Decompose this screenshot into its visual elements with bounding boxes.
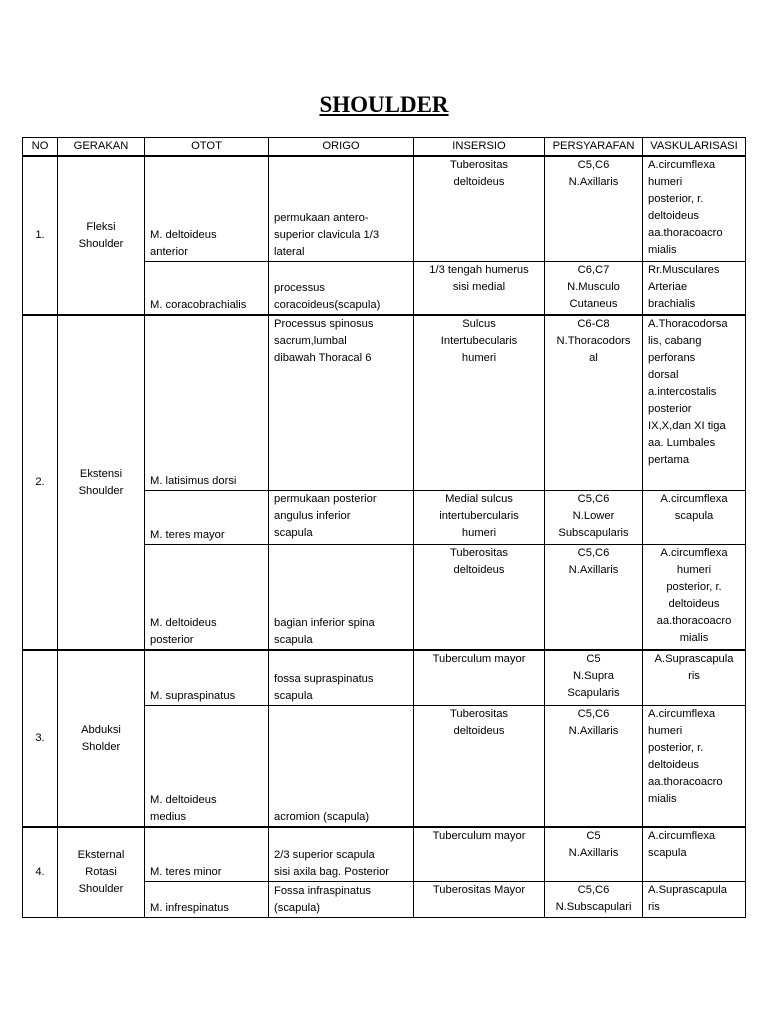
muscle-cell: M. deltoideus medius <box>145 705 269 827</box>
movement-cell: Abduksi Sholder <box>58 650 145 827</box>
header-origo: ORIGO <box>269 138 414 157</box>
header-insersio: INSERSIO <box>414 138 545 157</box>
vascular-cell: Rr.Musculares Arteriae brachialis <box>643 261 746 315</box>
muscle-cell: M. deltoideus anterior <box>145 156 269 261</box>
origin-cell: Processus spinosus sacrum,lumbal dibawah Thoracal 6 <box>269 315 414 490</box>
nerve-cell: C6,C7 N.Musculo Cutaneus <box>545 261 643 315</box>
table-row <box>23 156 746 261</box>
muscle-cell: M. infrespinatus <box>145 881 269 917</box>
origin-cell: acromion (scapula) <box>269 705 414 827</box>
insertion-cell: Sulcus Intertubecularis humeri <box>414 315 545 490</box>
vascular-cell: A.Suprascapula ris <box>643 650 746 705</box>
insertion-cell: Medial sulcus intertubercularis humeri <box>414 490 545 544</box>
header-otot: OTOT <box>145 138 269 157</box>
muscle-cell: M. teres minor <box>145 827 269 881</box>
table-row <box>23 827 746 881</box>
muscle-cell: M. deltoideus posterior <box>145 544 269 650</box>
insertion-cell: Tuberositas Mayor <box>414 881 545 917</box>
movement-cell: Ekstensi Shoulder <box>58 315 145 650</box>
header-vaskularisasi: VASKULARISASI <box>643 138 746 157</box>
table-row <box>23 315 746 490</box>
nerve-cell: C5,C6 N.Axillaris <box>545 705 643 827</box>
muscle-cell: M. supraspinatus <box>145 650 269 705</box>
insertion-cell: Tuberositas deltoideus <box>414 705 545 827</box>
insertion-cell: Tuberculum mayor <box>414 650 545 705</box>
row-number: 1. <box>23 156 58 315</box>
vascular-cell: A.circumflexa scapula <box>643 827 746 881</box>
origin-cell: Fossa infraspinatus (scapula) <box>269 881 414 917</box>
nerve-cell: C6-C8 N.Thoracodors al <box>545 315 643 490</box>
origin-cell: 2/3 superior scapula sisi axila bag. Posterior <box>269 827 414 881</box>
origin-cell: fossa supraspinatus scapula <box>269 650 414 705</box>
vascular-cell: A.circumflexa scapula <box>643 490 746 544</box>
header-no: NO <box>23 138 58 157</box>
insertion-cell: Tuberositas deltoideus <box>414 156 545 261</box>
insertion-cell: Tuberositas deltoideus <box>414 544 545 650</box>
nerve-cell: C5 N.Axillaris <box>545 827 643 881</box>
nerve-cell: C5,C6 N.Axillaris <box>545 156 643 261</box>
shoulder-table <box>22 137 746 918</box>
muscle-cell: M. teres mayor <box>145 490 269 544</box>
row-number: 4. <box>23 827 58 917</box>
origin-cell: bagian inferior spina scapula <box>269 544 414 650</box>
nerve-cell: C5 N.Supra Scapularis <box>545 650 643 705</box>
vascular-cell: A.circumflexa humeri posterior, r. deltoideus aa.thoracoacro mialis <box>643 156 746 261</box>
vascular-cell: A.circumflexa humeri posterior, r. deltoideus aa.thoracoacro mialis <box>643 544 746 650</box>
page-title: SHOULDER <box>319 92 449 117</box>
nerve-cell: C5,C6 N.Lower Subscapularis <box>545 490 643 544</box>
table-row <box>23 650 746 705</box>
nerve-cell: C5,C6 N.Subscapulari <box>545 881 643 917</box>
header-persyarafan: PERSYARAFAN <box>545 138 643 157</box>
muscle-cell: M. latisimus dorsi <box>145 315 269 490</box>
insertion-cell: Tuberculum mayor <box>414 827 545 881</box>
row-number: 2. <box>23 315 58 650</box>
insertion-cell: 1/3 tengah humerus sisi medial <box>414 261 545 315</box>
origin-cell: permukaan posterior angulus inferior scapula <box>269 490 414 544</box>
movement-cell: Eksternal Rotasi Shoulder <box>58 827 145 917</box>
origin-cell: processus coracoideus(scapula) <box>269 261 414 315</box>
vascular-cell: A.Suprascapula ris <box>643 881 746 917</box>
muscle-cell: M. coracobrachialis <box>145 261 269 315</box>
nerve-cell: C5,C6 N.Axillaris <box>545 544 643 650</box>
header-gerakan: GERAKAN <box>58 138 145 157</box>
header-row <box>23 138 746 157</box>
row-number: 3. <box>23 650 58 827</box>
origin-cell: permukaan antero- superior clavicula 1/3 lateral <box>269 156 414 261</box>
vascular-cell: A.circumflexa humeri posterior, r. deltoideus aa.thoracoacro mialis <box>643 705 746 827</box>
vascular-cell: A.Thoracodorsa lis, cabang perforans dorsal a.intercostalis posterior IX,X,dan XI tiga aa. Lumbales pertama <box>643 315 746 490</box>
movement-cell: Fleksi Shoulder <box>58 156 145 315</box>
